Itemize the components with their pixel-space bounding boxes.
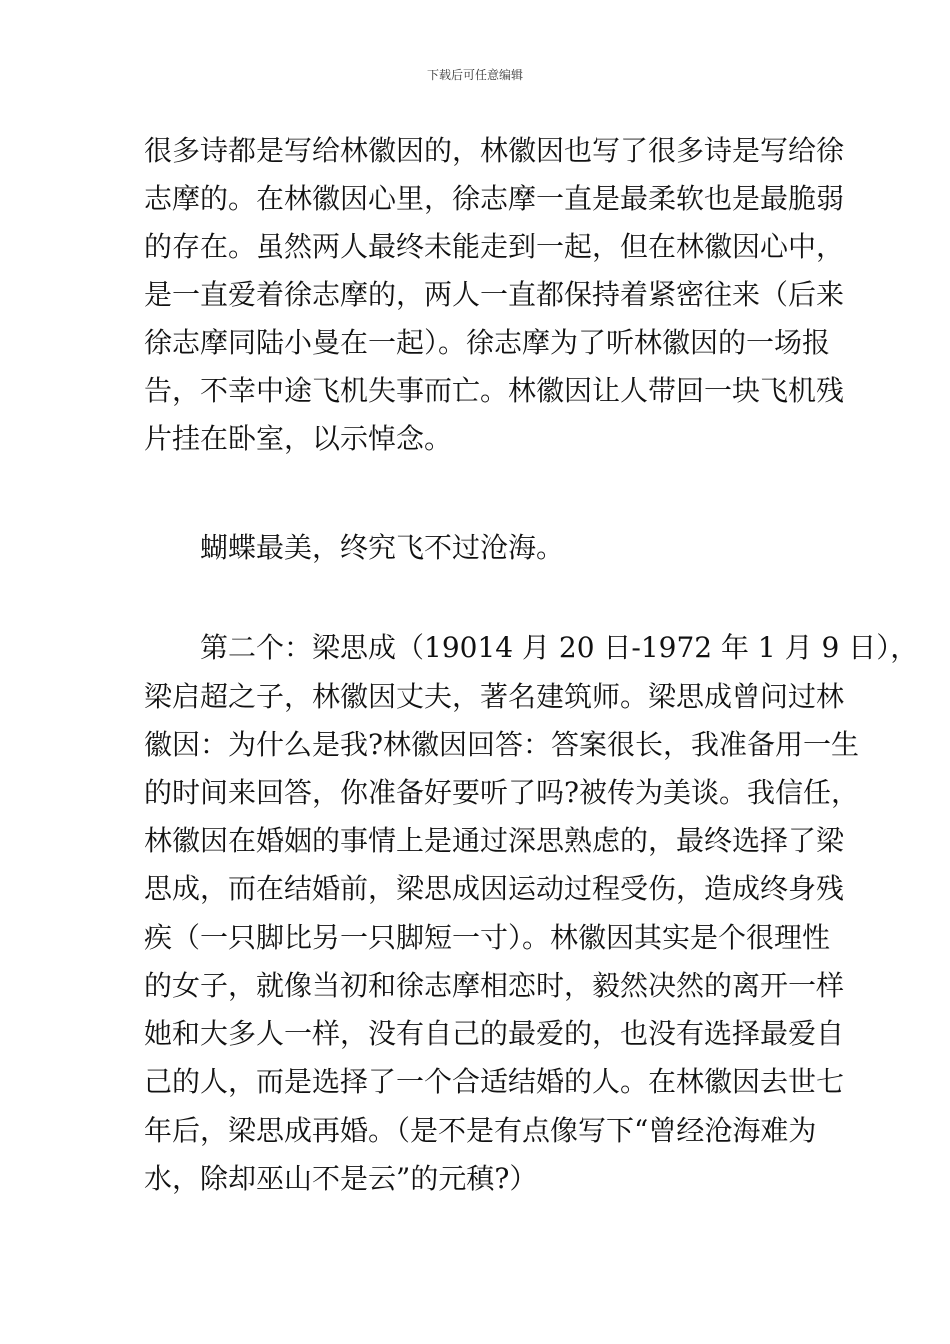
text-line: 的存在。虽然两人最终未能走到一起，但在林徽因心中， (144, 230, 845, 263)
text-line: 片挂在卧室，以示悼念。 (144, 422, 453, 455)
text-line: 梁启超之子，林徽因丈夫，著名建筑师。梁思成曾问过林 (144, 680, 845, 713)
text-line: 蝴蝶最美，终究飞不过沧海。 (200, 531, 565, 564)
text-line: 徽因：为什么是我?林徽因回答：答案很长，我准备用一生 (144, 728, 860, 761)
text-line: 的女子，就像当初和徐志摩相恋时，毅然决然的离开一样 (144, 969, 845, 1002)
text-line: 思成，而在结婚前，梁思成因运动过程受伤，造成终身残 (144, 872, 845, 905)
text-line: 她和大多人一样，没有自己的最爱的，也没有选择最爱自 (144, 1017, 845, 1050)
text-line: 第二个：梁思成（19014 月 20 日-1972 年 1 月 9 日）， (200, 631, 919, 664)
text-line: 的时间来回答，你准备好要听了吗?被传为美谈。我信任， (144, 776, 860, 809)
text-line: 疾（一只脚比另一只脚短一寸）。林徽因其实是个很理性 (144, 921, 831, 954)
text-line: 林徽因在婚姻的事情上是通过深思熟虑的，最终选择了梁 (144, 824, 845, 857)
text-line: 徐志摩同陆小曼在一起）。徐志摩为了听林徽因的一场报 (144, 326, 831, 359)
text-line: 是一直爱着徐志摩的，两人一直都保持着紧密往来（后来 (144, 278, 845, 311)
text-line: 告，不幸中途飞机失事而亡。林徽因让人带回一块飞机残 (144, 374, 845, 407)
text-line: 很多诗都是写给林徽因的，林徽因也写了很多诗是写给徐 (144, 134, 845, 167)
text-line: 志摩的。在林徽因心里，徐志摩一直是最柔软也是最脆弱 (144, 182, 845, 215)
text-line: 年后，梁思成再婚。（是不是有点像写下“曾经沧海难为 (144, 1114, 817, 1147)
page-header: 下载后可任意编辑 (426, 68, 523, 82)
text-line: 水，除却巫山不是云”的元稹?） (144, 1162, 538, 1195)
text-line: 己的人，而是选择了一个合适结婚的人。在林徽因去世七 (144, 1065, 845, 1098)
